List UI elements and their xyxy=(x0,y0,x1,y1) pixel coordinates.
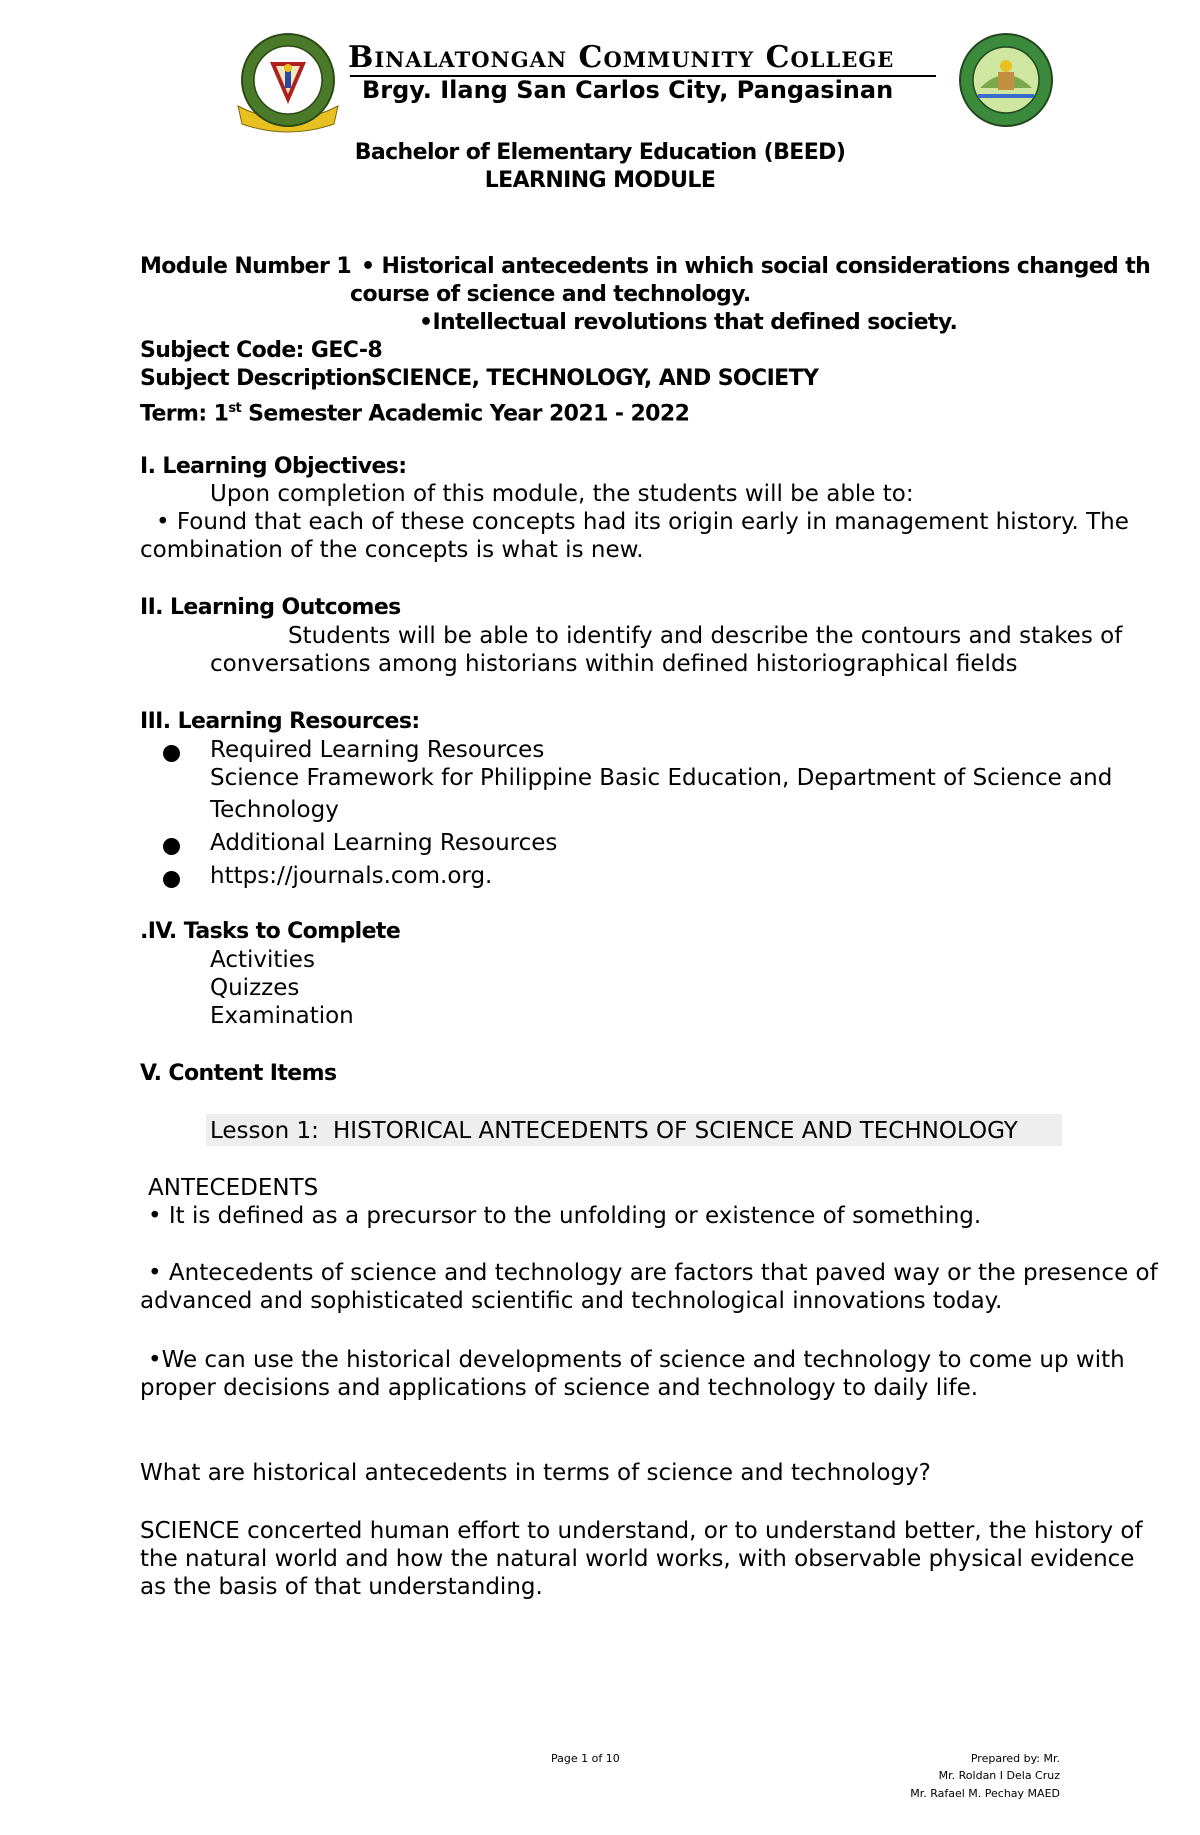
objectives-item-cont: combination of the concepts is what is new. xyxy=(140,537,644,563)
question: What are historical antecedents in terms of science and technology? xyxy=(140,1460,931,1486)
outcomes-heading: II. Learning Outcomes xyxy=(140,595,401,620)
subject-code: Subject Code: GEC-8 xyxy=(140,338,383,363)
antecedents-paragraph-3-cont: proper decisions and applications of science and technology to daily life. xyxy=(140,1375,979,1401)
outcomes-line-1: Students will be able to identify and describe the contours and stakes of xyxy=(288,623,1123,649)
tasks-heading: .IV. Tasks to Complete xyxy=(140,919,401,944)
content-heading: V. Content Items xyxy=(140,1061,337,1086)
subject-description-label: Subject Description: xyxy=(140,366,381,391)
preparer-2: Mr. Rafael M. Pechay MAED xyxy=(910,1787,1060,1800)
module-topic-1-cont: course of science and technology. xyxy=(350,282,751,307)
antecedents-paragraph-2-cont: advanced and sophisticated scientific and technological innovations today. xyxy=(140,1288,1003,1314)
science-paragraph-end: as the basis of that understanding. xyxy=(140,1574,543,1600)
college-seal-icon xyxy=(232,28,344,136)
antecedents-heading: ANTECEDENTS xyxy=(148,1175,319,1201)
college-name: Binalatongan Community College xyxy=(348,40,895,75)
program-title: Bachelor of Elementary Education (BEED) xyxy=(354,140,846,165)
bullet-icon xyxy=(163,745,180,762)
term xyxy=(140,395,689,428)
lesson-title: HISTORICAL ANTECEDENTS OF SCIENCE AND TECHNOLOGY xyxy=(333,1118,1018,1144)
science-paragraph: SCIENCE concerted human effort to understand, or to understand better, the history of xyxy=(140,1518,1143,1544)
module-number: Module Number 1 xyxy=(140,254,352,279)
resource-additional: Additional Learning Resources xyxy=(210,830,558,856)
antecedents-definition: • It is defined as a precursor to the unfolding or existence of something. xyxy=(148,1203,982,1229)
resource-required-detail-cont: Technology xyxy=(210,797,339,823)
module-topic-1: • Historical antecedents in which social considerations changed th xyxy=(361,254,1151,279)
module-topic-2: •Intellectual revolutions that defined society. xyxy=(419,310,958,335)
term-prefix: Term: 1 xyxy=(140,401,229,427)
prepared-by: Prepared by: Mr. xyxy=(970,1752,1060,1765)
science-paragraph-cont: the natural world and how the natural world works, with observable physical evidence xyxy=(140,1546,1135,1572)
lesson-label: Lesson 1: xyxy=(210,1118,319,1144)
resource-required: Required Learning Resources xyxy=(210,737,545,763)
city-of-san-carlos-seal-icon xyxy=(958,32,1054,128)
college-address: Brgy. Ilang San Carlos City, Pangasinan xyxy=(362,76,894,104)
bullet-icon xyxy=(163,871,180,888)
resources-heading: III. Learning Resources: xyxy=(140,709,420,734)
subject-description-value: SCIENCE, TECHNOLOGY, AND SOCIETY xyxy=(371,366,819,391)
page-number: Page 1 of 10 xyxy=(551,1752,620,1765)
module-title: LEARNING MODULE xyxy=(484,168,716,193)
objectives-intro: Upon completion of this module, the students will be able to: xyxy=(210,481,914,507)
preparer-1: Mr. Roldan I Dela Cruz xyxy=(938,1769,1060,1782)
objectives-heading: I. Learning Objectives: xyxy=(140,454,407,479)
objectives-item: • Found that each of these concepts had its origin early in management history. The xyxy=(156,509,1129,535)
term-sup: st xyxy=(228,401,242,416)
task-item: Activities xyxy=(210,947,315,973)
task-item: Examination xyxy=(210,1003,354,1029)
bullet-icon xyxy=(163,838,180,855)
resource-required-detail: Science Framework for Philippine Basic Education, Department of Science and xyxy=(210,765,1113,791)
term-suffix: Semester Academic Year 2021 - 2022 xyxy=(241,401,690,427)
antecedents-paragraph-2: • Antecedents of science and technology are factors that paved way or the presence of xyxy=(148,1260,1158,1286)
resource-link[interactable]: https://journals.com.org. xyxy=(210,863,493,889)
task-item: Quizzes xyxy=(210,975,300,1001)
outcomes-line-2: conversations among historians within defined historiographical fields xyxy=(210,651,1018,677)
antecedents-paragraph-3: •We can use the historical developments of science and technology to come up with xyxy=(148,1347,1125,1373)
